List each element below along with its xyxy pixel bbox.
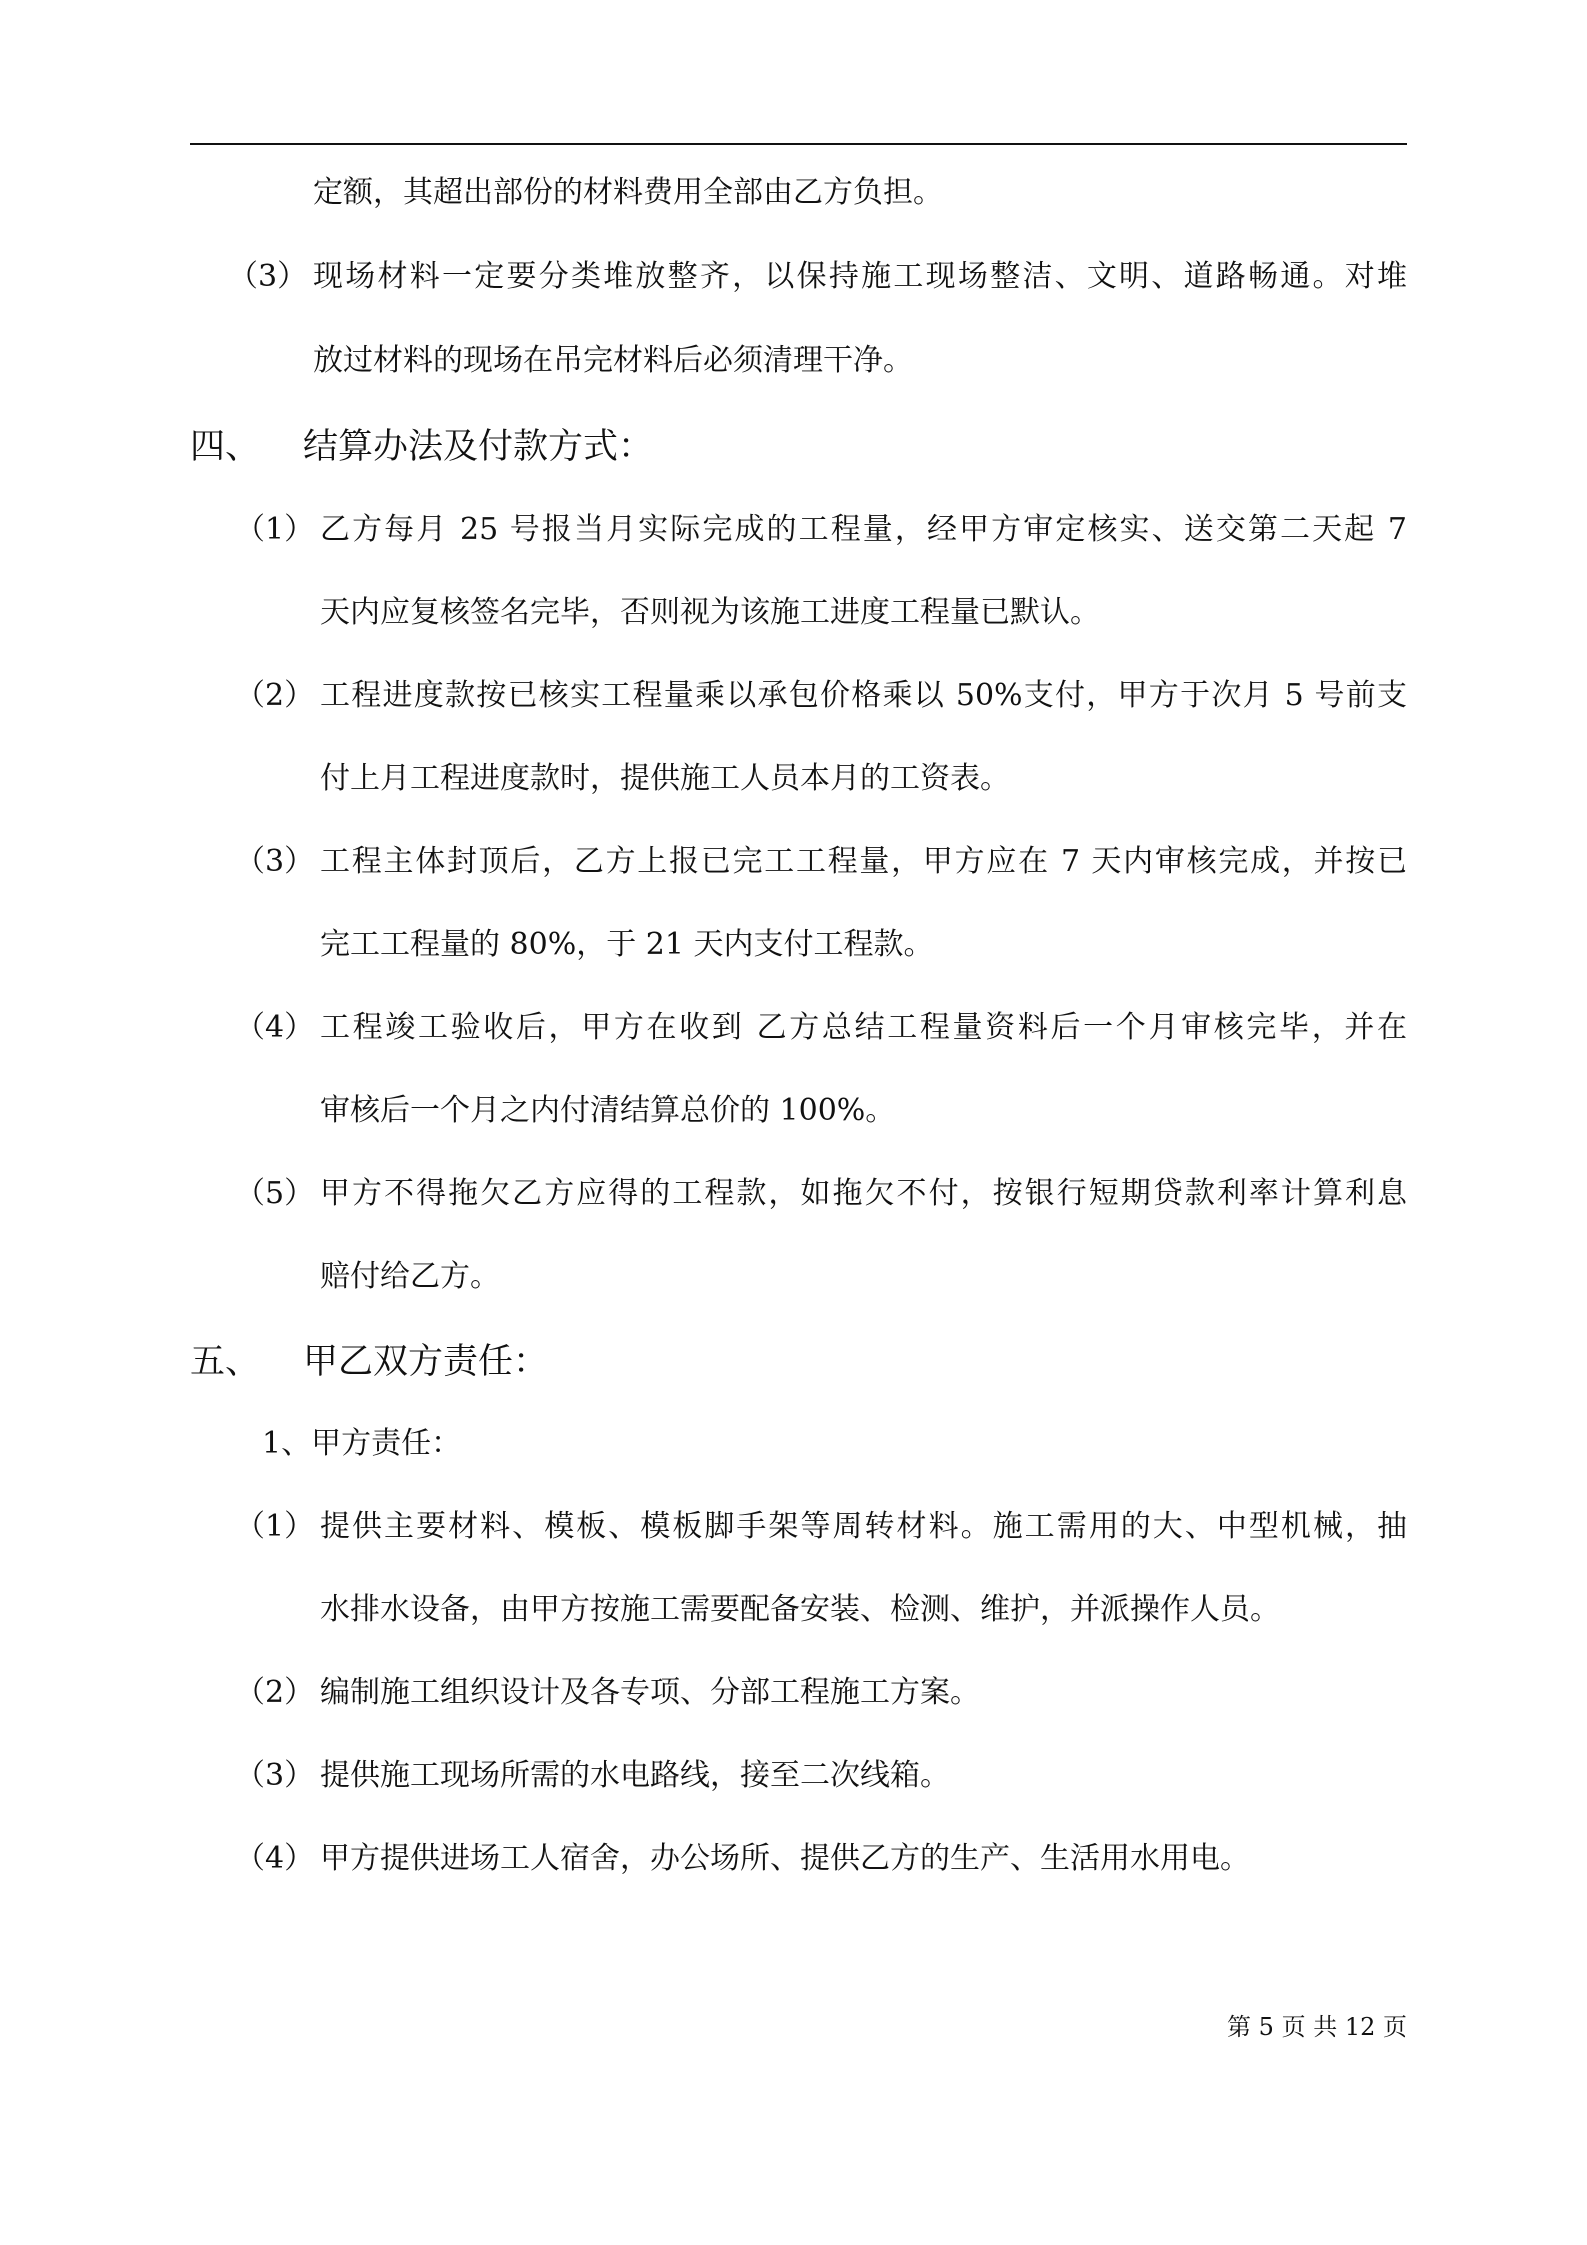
paragraph-line: 编制施工组织设计及各专项、分部工程施工方案。	[320, 1675, 980, 1710]
page-number: 第 5 页 共 12 页	[1227, 2013, 1407, 2041]
paragraph-line: 付上月工程进度款时，提供施工人员本月的工资表。	[320, 761, 1010, 796]
paragraph-line: 提供主要材料、模板、模板脚手架等周转材料。施工需用的大、中型机械，抽	[320, 1509, 1407, 1544]
paragraph-line: 工程进度款按已核实工程量乘以承包价格乘以 50%支付，甲方于次月 5 号前支	[320, 678, 1407, 713]
paragraph-line: 工程竣工验收后，甲方在收到 乙方总结工程量资料后一个月审核完毕，并在	[320, 1010, 1407, 1045]
paragraph-line: 甲方提供进场工人宿舍，办公场所、提供乙方的生产、生活用水用电。	[320, 1841, 1250, 1876]
paragraph-line: 乙方每月 25 号报当月实际完成的工程量，经甲方审定核实、送交第二天起 7	[320, 512, 1407, 547]
section-number: 五、	[190, 1342, 261, 1382]
item-number: （4）	[235, 1841, 315, 1876]
section-number: 四、	[190, 427, 261, 467]
paragraph-line: 审核后一个月之内付清结算总价的 100%。	[320, 1093, 896, 1128]
item-number: （5）	[235, 1176, 315, 1211]
paragraph-line: 定额，其超出部份的材料费用全部由乙方负担。	[313, 175, 943, 210]
paragraph-line: 提供施工现场所需的水电路线，接至二次线箱。	[320, 1758, 950, 1793]
item-number: （3）	[235, 1758, 315, 1793]
item-number: （1）	[235, 512, 315, 547]
paragraph-line: 现场材料一定要分类堆放整齐，以保持施工现场整洁、文明、道路畅通。对堆	[313, 259, 1407, 294]
paragraph-line: 水排水设备，由甲方按施工需要配备安装、检测、维护，并派操作人员。	[320, 1592, 1280, 1627]
section-heading: 甲乙双方责任：	[303, 1342, 549, 1382]
paragraph-line: 放过材料的现场在吊完材料后必须清理干净。	[313, 343, 913, 378]
paragraph-line: 天内应复核签名完毕，否则视为该施工进度工程量已默认。	[320, 595, 1100, 630]
paragraph-line: 完工工程量的 80%，于 21 天内支付工程款。	[320, 927, 934, 962]
paragraph-line: 赔付给乙方。	[320, 1259, 500, 1294]
item-number: （3）	[228, 259, 308, 294]
paragraph-line: 工程主体封顶后，乙方上报已完工工程量，甲方应在 7 天内审核完成，并按已	[320, 844, 1407, 879]
sub-heading: 1、甲方责任：	[262, 1426, 462, 1461]
item-number: （2）	[235, 1675, 315, 1710]
item-number: （2）	[235, 678, 315, 713]
header-rule	[190, 143, 1407, 145]
paragraph-line: 甲方不得拖欠乙方应得的工程款，如拖欠不付，按银行短期贷款利率计算利息	[320, 1176, 1407, 1211]
section-heading: 结算办法及付款方式：	[303, 427, 654, 467]
item-number: （1）	[235, 1509, 315, 1544]
item-number: （3）	[235, 844, 315, 879]
item-number: （4）	[235, 1010, 315, 1045]
